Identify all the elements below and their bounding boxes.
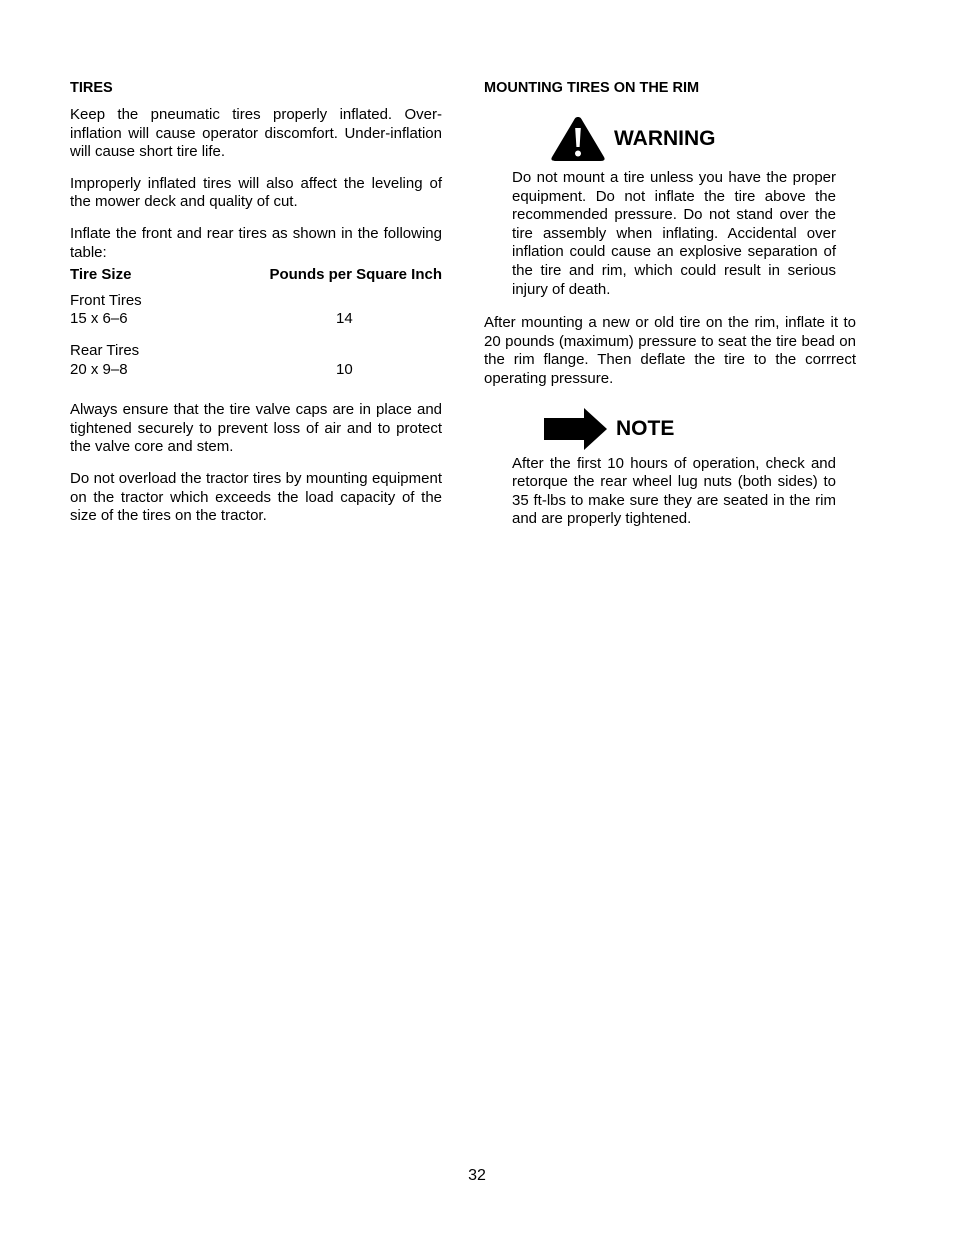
tire-pressure-table [70, 266, 442, 379]
tires-paragraph-valve-caps: Always ensure that the tire valve caps are in place and tightened securely to prevent loss of air and to protect the valve core and stem. [70, 401, 442, 456]
tire-psi-value: 14 [336, 310, 353, 328]
left-column [70, 79, 442, 539]
warning-body [512, 169, 836, 299]
tire-position-label: Rear Tires [70, 341, 140, 359]
warning-text: Do not mount a tire unless you have the proper equipment. Do not inflate the tire above the recommended pressure. Do not stand over the tire assembly when inflating. Accidental over inflation could cause an explosive separation of the tire and rim, which could result in serious injury of death. [512, 169, 836, 298]
tires-paragraph-table-intro: Inflate the front and rear tires as shown in the following table: [70, 224, 442, 261]
psi-column-header: Pounds per Square Inch [269, 266, 442, 284]
mounting-tires-heading: MOUNTING TIRES ON THE RIM [484, 80, 700, 96]
note-text: After the first 10 hours of operation, check and retorque the rear wheel lug nuts (both sides) to 35 ft-lbs to make sure they are seated in the rim and are properly tightened. [512, 454, 836, 528]
right-column [484, 79, 856, 529]
tire-table-header [70, 266, 442, 285]
tire-table-row [70, 292, 442, 329]
warning-label: WARNING [614, 127, 716, 150]
note-header [544, 407, 856, 451]
note-callout [484, 407, 856, 529]
tires-paragraph-leveling: Improperly inflated tires will also affect the leveling of the mower deck and quality of cut. [70, 174, 442, 211]
tire-size-value: 20 x 9–8 [70, 360, 128, 378]
page-number: 32 [468, 1167, 486, 1184]
note-label: NOTE [616, 416, 675, 440]
tires-heading: TIRES [70, 80, 113, 96]
tire-size-value: 15 x 6–6 [70, 310, 128, 328]
tire-psi-value: 10 [336, 360, 353, 378]
arrow-right-icon [544, 408, 608, 450]
tire-position-label: Front Tires [70, 291, 142, 309]
tire-size-column-header: Tire Size [70, 266, 132, 284]
tire-table-row [70, 342, 442, 379]
tires-paragraph-inflation: Keep the pneumatic tires properly inflated. Over-inflation will cause operator discomfort. Under-inflation will cause short tire life. [70, 106, 442, 161]
warning-callout [484, 114, 856, 299]
mounting-paragraph-inflate: After mounting a new or old tire on the rim, inflate it to 20 pounds (maximum) pressure to seat the tire bead on the rim flange. Then deflate the tire to the corrrect operating pressure. [484, 314, 856, 387]
warning-triangle-icon [550, 115, 606, 163]
note-body [512, 455, 836, 529]
warning-header [550, 114, 856, 164]
tires-paragraph-overload: Do not overload the tractor tires by mounting equipment on the tractor which exceeds the load capacity of the size of the tires on the tractor. [70, 469, 442, 525]
